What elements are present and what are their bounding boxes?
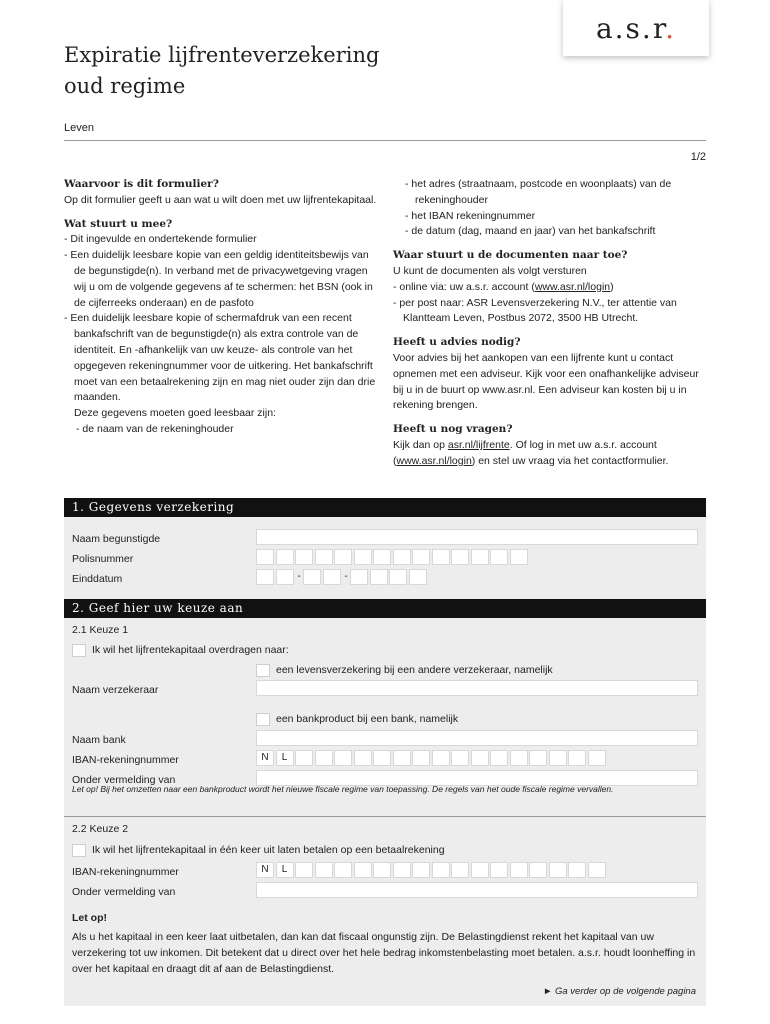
form-area [64, 498, 706, 1006]
naam-bank-input[interactable] [256, 730, 698, 746]
logo-text: a.s.r. [595, 11, 677, 45]
attachment-subitem: - het IBAN rekeningnummer [405, 209, 536, 222]
attachment-note: Deze gegevens moeten goed leesbaar zijn: [74, 407, 276, 420]
einddatum-label: Einddatum [72, 573, 123, 585]
attachment-subitem: - het adres (straatnaam, postcode en woonplaats) van de rekeninghouder [405, 178, 672, 206]
heading-send-to: Waar stuurt u de documenten naar toe? [393, 249, 628, 262]
purpose-text: Op dit formulier geeft u aan wat u wilt doen met uw lijfrentekapitaal. [64, 193, 377, 206]
title-line-2: oud regime [64, 74, 186, 98]
attachment-item: - Een duidelijk leesbare kopie van een geldig identiteitsbewijs van de begunstigde(n). In verband met de privacywetgeving vragen wij u om de volgende gegevens af te schermen: het BSN (ook in de cijferreeks onderaan) en de pasfoto [64, 249, 373, 309]
keuze-2-label: Ik wil het lijfrentekapitaal in één keer uit laten betalen op een betaalrekening [92, 844, 445, 856]
send-option-online: - online via: uw a.s.r. account (www.asr.nl/login) [393, 280, 614, 293]
category-label: Leven [64, 122, 94, 134]
login-link[interactable]: www.asr.nl/login [534, 280, 611, 293]
naam-bank-label: Naam bank [72, 734, 126, 746]
naam-begunstigde-label: Naam begunstigde [72, 533, 161, 545]
attachment-subitem: - de datum (dag, maand en jaar) van het bankafschrift [405, 225, 656, 238]
heading-attachments: Wat stuurt u mee? [64, 217, 173, 230]
intro-right-column [393, 177, 711, 470]
heading-questions: Heeft u nog vragen? [393, 423, 513, 436]
title-line-1: Expiratie lijfrenteverzekering [64, 43, 380, 67]
lijfrente-link[interactable]: asr.nl/lijfrente [447, 438, 510, 451]
attachment-subitem: - de naam van de rekeninghouder [76, 422, 234, 435]
logo-dot: . [665, 11, 677, 45]
attachment-item: - Dit ingevulde en ondertekende formulier [64, 233, 257, 246]
iban-2-input[interactable]: N L [256, 862, 607, 878]
page-number: 1/2 [690, 151, 706, 163]
keuze-1-checkbox[interactable] [72, 644, 86, 657]
note-text: Als u het kapitaal in een keer laat uitbetalen, dan kan dat fiscaal ongunstig zijn. De Belastingdienst rekent het kapitaal van uw verzekering tot uw inkomen. Dit betekent dat u direct over het hele bedrag inkomstenbelasting moet betalen. a.s.r. houdt loonheffing in over het kapitaal en draagt dit af aan de Belastingdienst. [72, 931, 696, 975]
heading-purpose: Waarvoor is dit formulier? [64, 178, 219, 190]
heading-advice: Heeft u advies nodig? [393, 336, 521, 349]
onder-vermelding-2-input[interactable] [256, 882, 698, 898]
questions-text: Kijk dan op asr.nl/lijfrente. Of log in met uw a.s.r. account (www.asr.nl/login) en stel uw vraag via het contactformulier. [393, 438, 669, 467]
attachment-item: - Een duidelijk leesbare kopie of schermafdruk van een recent bankafschrift van de begunstigde(n) als extra controle van de identiteit. En -afhankelijk van uw keuze- als controle van het opgegeven rekeningnummer voor de uitkering. Het bankafschrift moet van een betaalrekening zijn en mag niet ouder zijn dan drie maanden. [64, 312, 376, 404]
insurance-option-checkbox[interactable] [256, 664, 270, 677]
naam-verzekeraar-label: Naam verzekeraar [72, 684, 159, 696]
note-heading: Let op! [72, 912, 107, 924]
keuze-1-title: 2.1 Keuze 1 [72, 624, 129, 636]
bank-option-checkbox[interactable] [256, 713, 270, 726]
iban-2-label: IBAN-rekeningnummer [72, 866, 179, 878]
polisnummer-label: Polisnummer [72, 553, 134, 565]
next-page-hint: ► Ga verder op de volgende pagina [542, 986, 696, 997]
insurance-option-label: een levensverzekering bij een andere verzekeraar, namelijk [276, 664, 553, 676]
header-divider [64, 140, 706, 141]
asr-logo [563, 0, 709, 56]
keuze-1-label: Ik wil het lijfrentekapitaal overdragen naar: [92, 644, 289, 656]
bankproduct-warning: Let op! Bij het omzetten naar een bankproduct wordt het nieuwe fiscale regime van toepassing. De regels van het oude fiscale regime vervallen. [72, 784, 614, 794]
polisnummer-input[interactable] [256, 549, 529, 565]
intro-left-column [64, 177, 379, 438]
iban-input[interactable]: N L [256, 750, 607, 766]
section-2-header: 2. Geef hier uw keuze aan [64, 599, 706, 618]
naam-verzekeraar-input[interactable] [256, 680, 698, 696]
send-option-post: - per post naar: ASR Levensverzekering N.V., ter attentie van Klantteam Leven, Postbus 2072, 3500 HB Utrecht. [393, 296, 677, 325]
einddatum-input[interactable]: - - [256, 569, 428, 585]
onder-vermelding-2-label: Onder vermelding van [72, 886, 176, 898]
keuze-2-checkbox[interactable] [72, 844, 86, 857]
naam-begunstigde-input[interactable] [256, 529, 698, 545]
keuze-2-title: 2.2 Keuze 2 [72, 823, 129, 835]
bank-option-label: een bankproduct bij een bank, namelijk [276, 713, 459, 725]
section-1-header: 1. Gegevens verzekering [64, 498, 706, 517]
advice-text: Voor advies bij het aankopen van een lijfrente kunt u contact opnemen met een adviseur. Kijk voor een onafhankelijke adviseur bij u in de buurt op www.asr.nl. Een adviseur kan kosten bij u in rekening brengen. [393, 351, 699, 412]
login-link-2[interactable]: www.asr.nl/login [396, 454, 472, 467]
iban-label: IBAN-rekeningnummer [72, 754, 179, 766]
onder-vermelding-label: Onder vermelding van [72, 774, 176, 786]
page-title [64, 40, 484, 102]
send-intro: U kunt de documenten als volgt versturen [393, 264, 587, 277]
keuze-divider [64, 816, 706, 817]
